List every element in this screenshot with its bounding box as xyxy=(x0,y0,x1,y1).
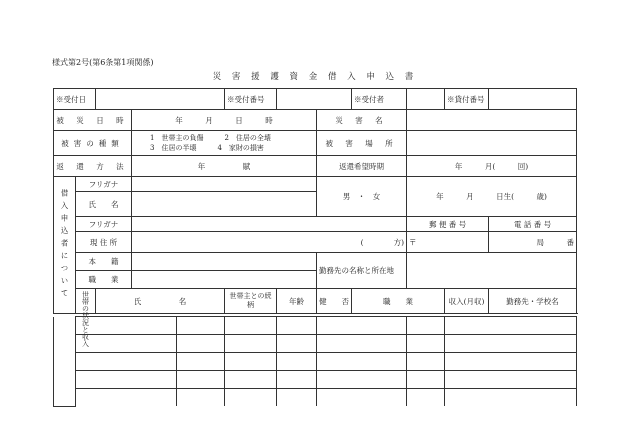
household-row-income[interactable] xyxy=(407,389,445,407)
household-row-health[interactable] xyxy=(277,389,317,407)
household-row-workplace[interactable] xyxy=(445,353,577,371)
damage-place-field[interactable] xyxy=(407,131,577,156)
household-row-occupation[interactable] xyxy=(317,389,407,407)
household-row-occupation[interactable] xyxy=(317,317,407,335)
form-id: 様式第2号(第6条第1項関係) xyxy=(52,58,154,67)
disaster-name-field[interactable] xyxy=(407,110,577,131)
gender-field[interactable]: 男 ・ 女 xyxy=(317,177,407,217)
occupation-field[interactable] xyxy=(132,271,317,289)
received-no-field[interactable] xyxy=(277,89,352,110)
household-row-workplace[interactable] xyxy=(445,389,577,407)
household-row-name[interactable] xyxy=(76,371,177,389)
damage-option-3[interactable]: 3 住居の半壊 xyxy=(150,144,197,152)
repay-period-field[interactable]: 年 月( 回) xyxy=(407,156,577,177)
birth-date-field[interactable]: 年 月 日生( 歳) xyxy=(407,177,577,217)
application-form-table xyxy=(53,88,577,347)
received-date-field[interactable] xyxy=(96,89,225,110)
household-row-name[interactable] xyxy=(76,317,177,335)
household-row-health[interactable] xyxy=(277,371,317,389)
receiver-field[interactable] xyxy=(407,89,445,110)
household-row-age[interactable] xyxy=(225,371,277,389)
received-no-label: ※受付番号 xyxy=(225,89,277,110)
household-row-age[interactable] xyxy=(225,335,277,353)
household-row-age[interactable] xyxy=(225,317,277,335)
name-field[interactable] xyxy=(132,192,317,217)
address-furigana-field[interactable] xyxy=(132,217,407,232)
disaster-date-label-visible: 被 災 日 時 xyxy=(54,110,132,131)
household-row-health[interactable] xyxy=(277,317,317,335)
postal-code-label: 郵 便 番 号 xyxy=(407,217,489,232)
household-row-workplace[interactable] xyxy=(445,371,577,389)
household-row-occupation[interactable] xyxy=(317,335,407,353)
household-header-income: 収入(月収) xyxy=(445,289,489,314)
address-label: 現 住 所 xyxy=(76,232,132,253)
household-row-health[interactable] xyxy=(277,335,317,353)
furigana-label: フリガナ xyxy=(76,177,132,192)
damage-type-options[interactable] xyxy=(132,131,317,156)
household-row-workplace[interactable] xyxy=(445,335,577,353)
household-row-income[interactable] xyxy=(407,371,445,389)
household-header-age: 年齢 xyxy=(277,289,317,314)
damage-option-1[interactable]: 1 世帯主の負傷 xyxy=(150,134,204,142)
household-header-name: 氏 名 xyxy=(96,289,225,314)
household-row-income[interactable] xyxy=(407,353,445,371)
household-header-relation: 世帯主との続柄 xyxy=(225,289,277,314)
domicile-field[interactable] xyxy=(132,253,317,271)
disaster-name-label: 災 害 名 xyxy=(317,110,407,131)
household-row-name[interactable] xyxy=(76,389,177,407)
workplace-field[interactable] xyxy=(407,253,577,289)
repay-period-label: 返還希望時期 xyxy=(317,156,407,177)
repay-method-label: 返 還 方 法 xyxy=(54,156,132,177)
furigana-field[interactable] xyxy=(132,177,317,192)
disaster-date-field[interactable]: 年 月 日 時 xyxy=(132,110,317,131)
damage-option-4[interactable]: 4 家財の損害 xyxy=(217,144,264,152)
receiver-label: ※受付者 xyxy=(352,89,407,110)
household-row-health[interactable] xyxy=(277,353,317,371)
household-header-workplace: 勤務先・学校名 xyxy=(489,289,577,314)
repay-method-field[interactable]: 年 賦 xyxy=(132,156,317,177)
phone-label: 電 話 番 号 xyxy=(489,217,577,232)
workplace-label: 勤務先の名称と所在地 xyxy=(317,253,407,289)
household-row-age[interactable] xyxy=(225,353,277,371)
received-date-label: ※受付日 xyxy=(54,89,96,110)
household-row-income[interactable] xyxy=(407,317,445,335)
household-side-spacer xyxy=(54,317,76,407)
form-title: 災 害 援 護 資 金 借 入 申 込 書 xyxy=(212,72,418,82)
household-row-occupation[interactable] xyxy=(317,371,407,389)
loan-no-field[interactable] xyxy=(489,89,577,110)
household-row-workplace[interactable] xyxy=(445,317,577,335)
loan-no-label: ※貸付番号 xyxy=(445,89,489,110)
applicant-section-label: 借入申込者について xyxy=(54,177,76,314)
household-row-relation[interactable] xyxy=(177,317,225,335)
household-row-name[interactable] xyxy=(76,353,177,371)
address-furigana-label: フリガナ xyxy=(76,217,132,232)
postal-code-field[interactable]: 〒 xyxy=(407,232,489,253)
household-row-relation[interactable] xyxy=(177,353,225,371)
domicile-label: 本 籍 xyxy=(76,253,132,271)
household-row-name[interactable] xyxy=(76,335,177,353)
address-field[interactable]: ( 方) xyxy=(132,232,407,253)
name-label: 氏 名 xyxy=(76,192,132,217)
household-rows-table xyxy=(53,316,577,407)
damage-place-label: 被 害 場 所 xyxy=(317,131,407,156)
household-row-income[interactable] xyxy=(407,335,445,353)
household-row-occupation[interactable] xyxy=(317,353,407,371)
household-row-relation[interactable] xyxy=(177,371,225,389)
household-header-health: 健 否 xyxy=(317,289,352,314)
damage-option-2[interactable]: 2 住居の全壊 xyxy=(224,134,271,142)
occupation-label: 職 業 xyxy=(76,271,132,289)
phone-field[interactable]: 局 番 xyxy=(489,232,577,253)
household-section-label: 世帯の状況と収入 xyxy=(76,289,96,314)
household-row-relation[interactable] xyxy=(177,389,225,407)
household-header-occupation: 職 業 xyxy=(352,289,445,314)
household-row-age[interactable] xyxy=(225,389,277,407)
damage-type-label: 被害の種類 xyxy=(54,131,132,156)
household-row-relation[interactable] xyxy=(177,335,225,353)
